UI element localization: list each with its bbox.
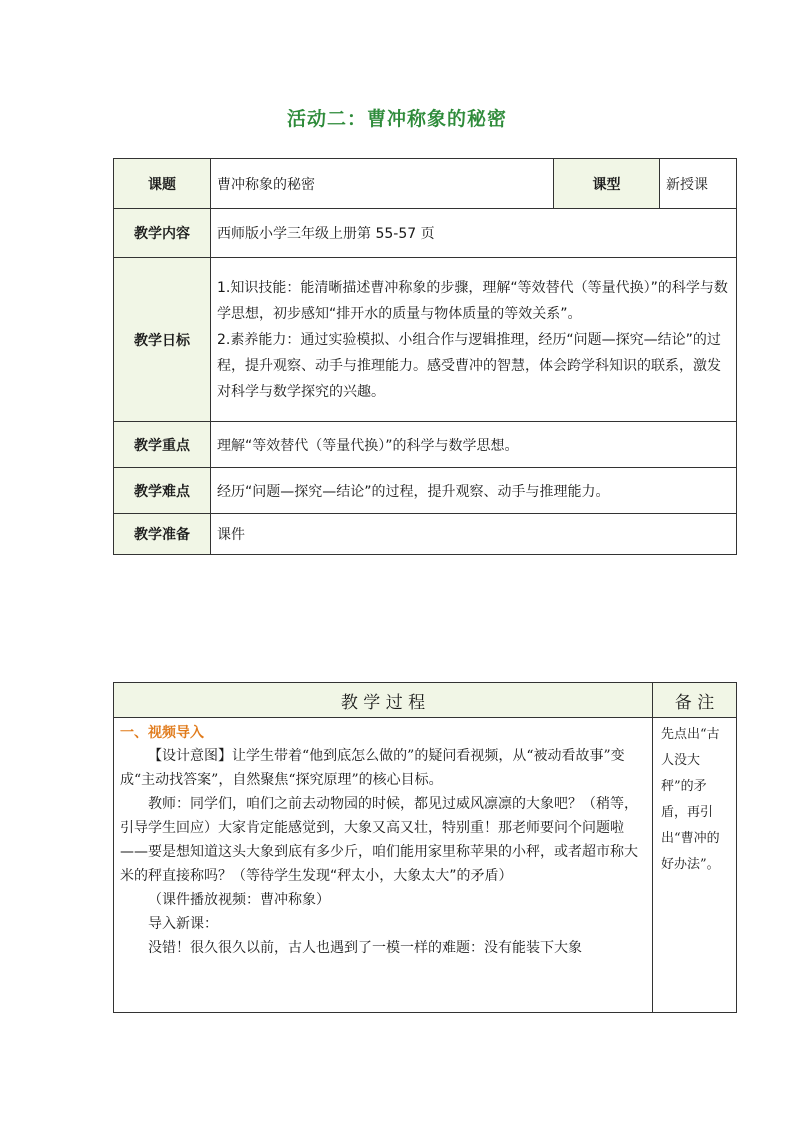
process-header: 教 学 过 程 [114,683,653,718]
teacher-dialogue: 教师：同学们，咱们之前去动物园的时候，都见过威风凛凛的大象吧？（稍等，引导学生回应）大家肯定能感觉到，大象又高又壮，特别重！那老师要问个问题啦——要是想知道这头大象到底有多少斤，咱们能用家里称苹果的小秤，或者超市称大米的秤直接称吗？（等待学生发现“秤太小，大象太大”的矛盾） [120,796,638,884]
video-cue: （课件播放视频：曹冲称象） [148,892,330,908]
content-value: 西师版小学三年级上册第 55-57 页 [211,209,737,258]
note-header: 备 注 [653,683,737,718]
teaching-process-table [113,682,737,1013]
content-label: 教学内容 [114,209,211,258]
prep-label: 教学准备 [114,514,211,555]
section-title: 一、视频导入 [120,725,204,741]
key-value: 理解“等效替代（等量代换）”的科学与数学思想。 [211,422,737,468]
key-label: 教学重点 [114,422,211,468]
prep-value: 课件 [211,514,737,555]
goal-value [211,258,737,422]
design-intent: 【设计意图】让学生带着“他到底怎么做的”的疑问看视频，从“被动看故事”变成“主动找答案”，自然聚焦“探究原理”的核心目标。 [120,748,625,788]
topic-label: 课题 [114,159,211,209]
note-cell [653,718,737,1013]
goal-line-1: 1.知识技能：能清晰描述曹冲称象的步骤，理解“等效替代（等量代换）”的科学与数学思想，初步感知“排开水的质量与物体质量的等效关系”。 [217,279,728,322]
type-value: 新授课 [660,159,737,209]
note-text: 先点出“古人没大秤”的矛盾，再引出“曹冲的好办法”。 [661,727,720,872]
goal-line-2: 2.素养能力：通过实验模拟、小组合作与逻辑推理，经历“问题—探究—结论”的过程，提升观察、动手与推理能力。感受曹冲的智慧，体会跨学科知识的联系，激发对科学与数学探究的兴趣。 [217,331,721,400]
type-label: 课型 [554,159,660,209]
goal-label: 教学日标 [114,258,211,422]
difficulty-value: 经历“问题—探究—结论”的过程，提升观察、动手与推理能力。 [211,468,737,514]
intro-label: 导入新课： [148,916,218,932]
difficulty-label: 教学难点 [114,468,211,514]
lesson-info-table [113,158,737,555]
page-title: 活动二：曹冲称象的秘密 [286,108,507,130]
process-content [114,718,653,1013]
intro-text: 没错！很久很久以前，古人也遇到了一模一样的难题：没有能装下大象 [148,940,582,956]
topic-value: 曹冲称象的秘密 [211,159,554,209]
